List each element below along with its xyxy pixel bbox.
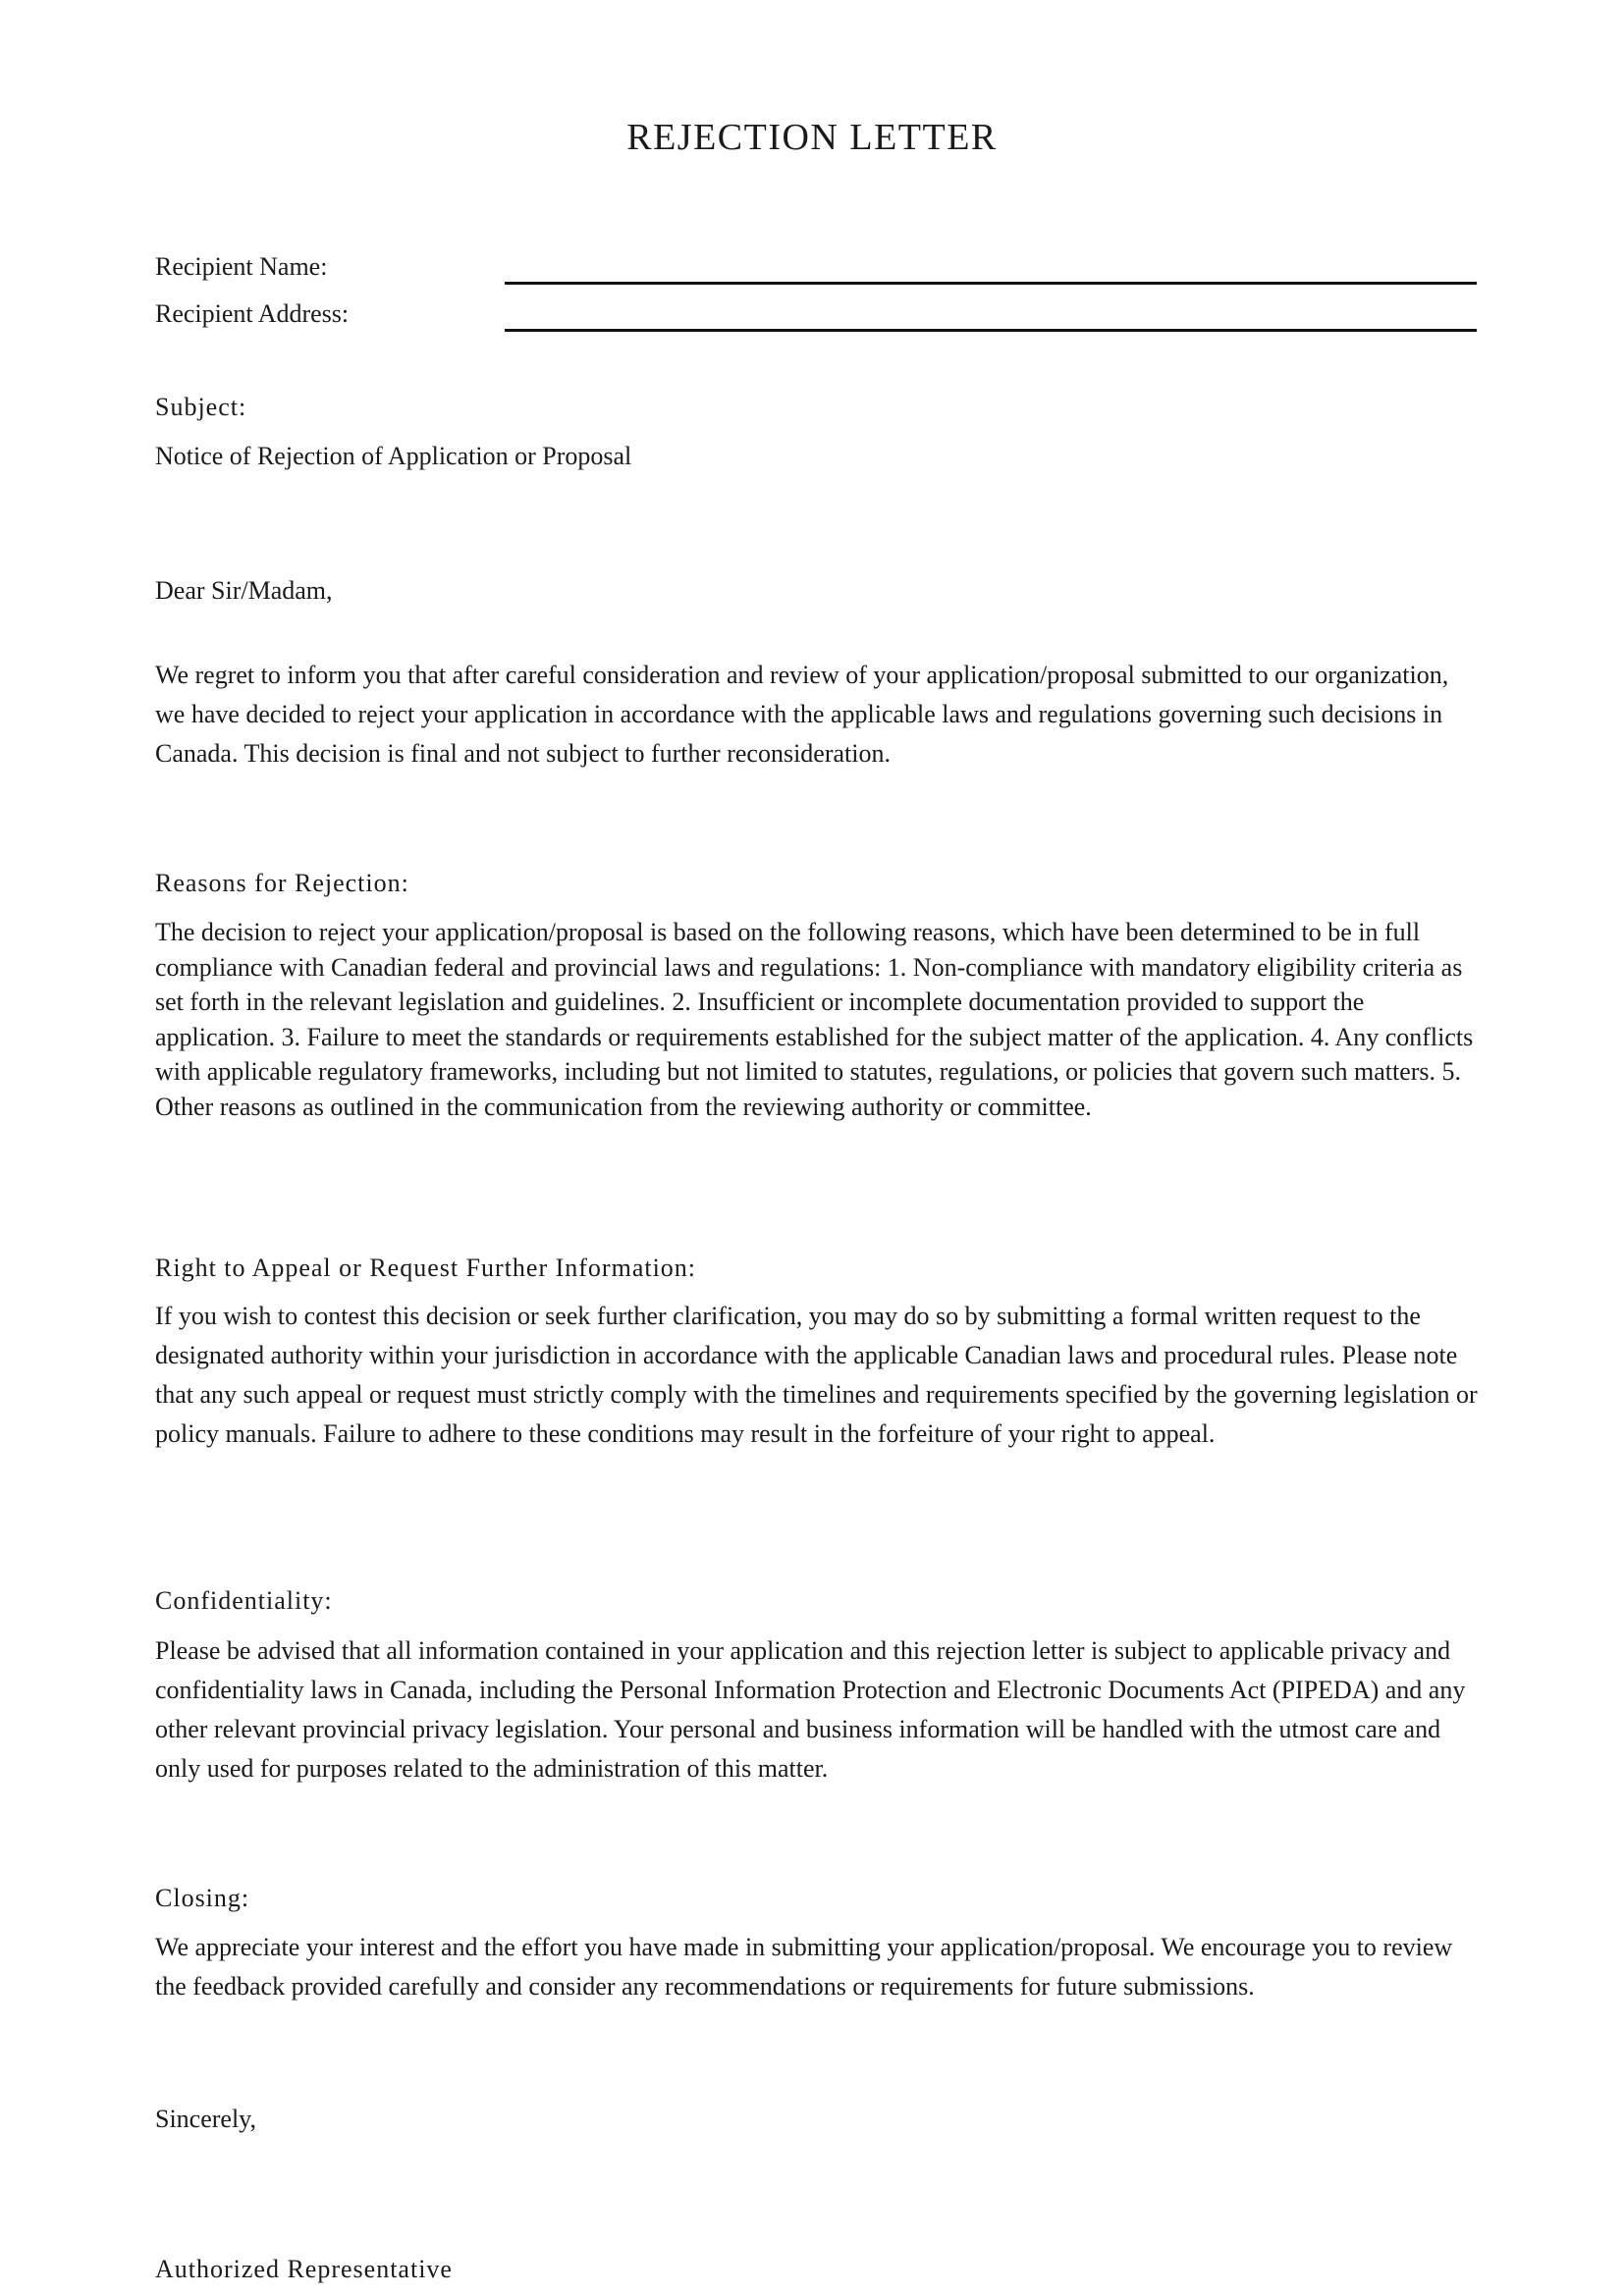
closing-heading: Closing: <box>155 1884 250 1912</box>
appeal-heading: Right to Appeal or Request Further Information: <box>155 1254 697 1282</box>
appeal-paragraph: If you wish to contest this decision or seek further clarification, you may do so by submitting a formal written request to the designated authority within your jurisdiction in accordance with the applicable Canadian laws and procedural rules. Please note that any such appeal or request must strictly comply with the timelines and requirements specified by the governing legislation or policy manuals. Failure to adhere to these conditions may result in the forfeiture of your right to appeal. <box>155 1302 1478 1448</box>
recipient-address-label: Recipient Address: <box>155 299 350 328</box>
recipient-address-field[interactable] <box>505 329 1477 332</box>
recipient-name-field[interactable] <box>505 282 1477 285</box>
intro-paragraph: We regret to inform you that after careful consideration and review of your application/proposal submitted to our organization, we have decided to reject your application in accordance with the applicable laws and regulations governing such decisions in Canada. This decision is final and not subject to further reconsideration. <box>155 661 1449 768</box>
confidentiality-heading: Confidentiality: <box>155 1586 333 1615</box>
subject-text: Notice of Rejection of Application or Proposal <box>155 442 632 470</box>
reasons-paragraph: The decision to reject your application/proposal is based on the following reasons, which have been determined to be in full compliance with Canadian federal and provincial laws and regulations: 1. Non-compliance with mandatory eligibility criteria as set forth in the relevant legislation and guidelines. 2. Insufficient or incomplete documentation provided to support the application. 3. Failure to meet the standards or requirements established for the subject matter of the application. 4. Any conflicts with applicable regulatory frameworks, including but not limited to statutes, regulations, or policies that govern such matters. 5. Other reasons as outlined in the communication from the reviewing authority or committee. <box>155 918 1474 1121</box>
signatory: Authorized Representative <box>155 2255 453 2283</box>
recipient-name-row <box>155 252 1477 295</box>
closing-paragraph: We appreciate your interest and the effort you have made in submitting your application/proposal. We encourage you to review the feedback provided carefully and consider any recommendations or requirements for future submissions. <box>155 1933 1453 2001</box>
confidentiality-paragraph: Please be advised that all information contained in your application and this rejection letter is subject to applicable privacy and confidentiality laws in Canada, including the Personal Information Protection and Electronic Documents Act (PIPEDA) and any other relevant provincial privacy legislation. Your personal and business information will be handled with the utmost care and only used for purposes related to the administration of this matter. <box>155 1636 1466 1783</box>
recipient-name-label: Recipient Name: <box>155 252 328 281</box>
subject-label: Subject: <box>155 393 247 421</box>
recipient-address-row <box>155 299 1477 343</box>
document-title: REJECTION LETTER <box>626 117 998 158</box>
reasons-heading: Reasons for Rejection: <box>155 869 409 897</box>
salutation: Dear Sir/Madam, <box>155 576 333 605</box>
signoff: Sincerely, <box>155 2105 256 2133</box>
